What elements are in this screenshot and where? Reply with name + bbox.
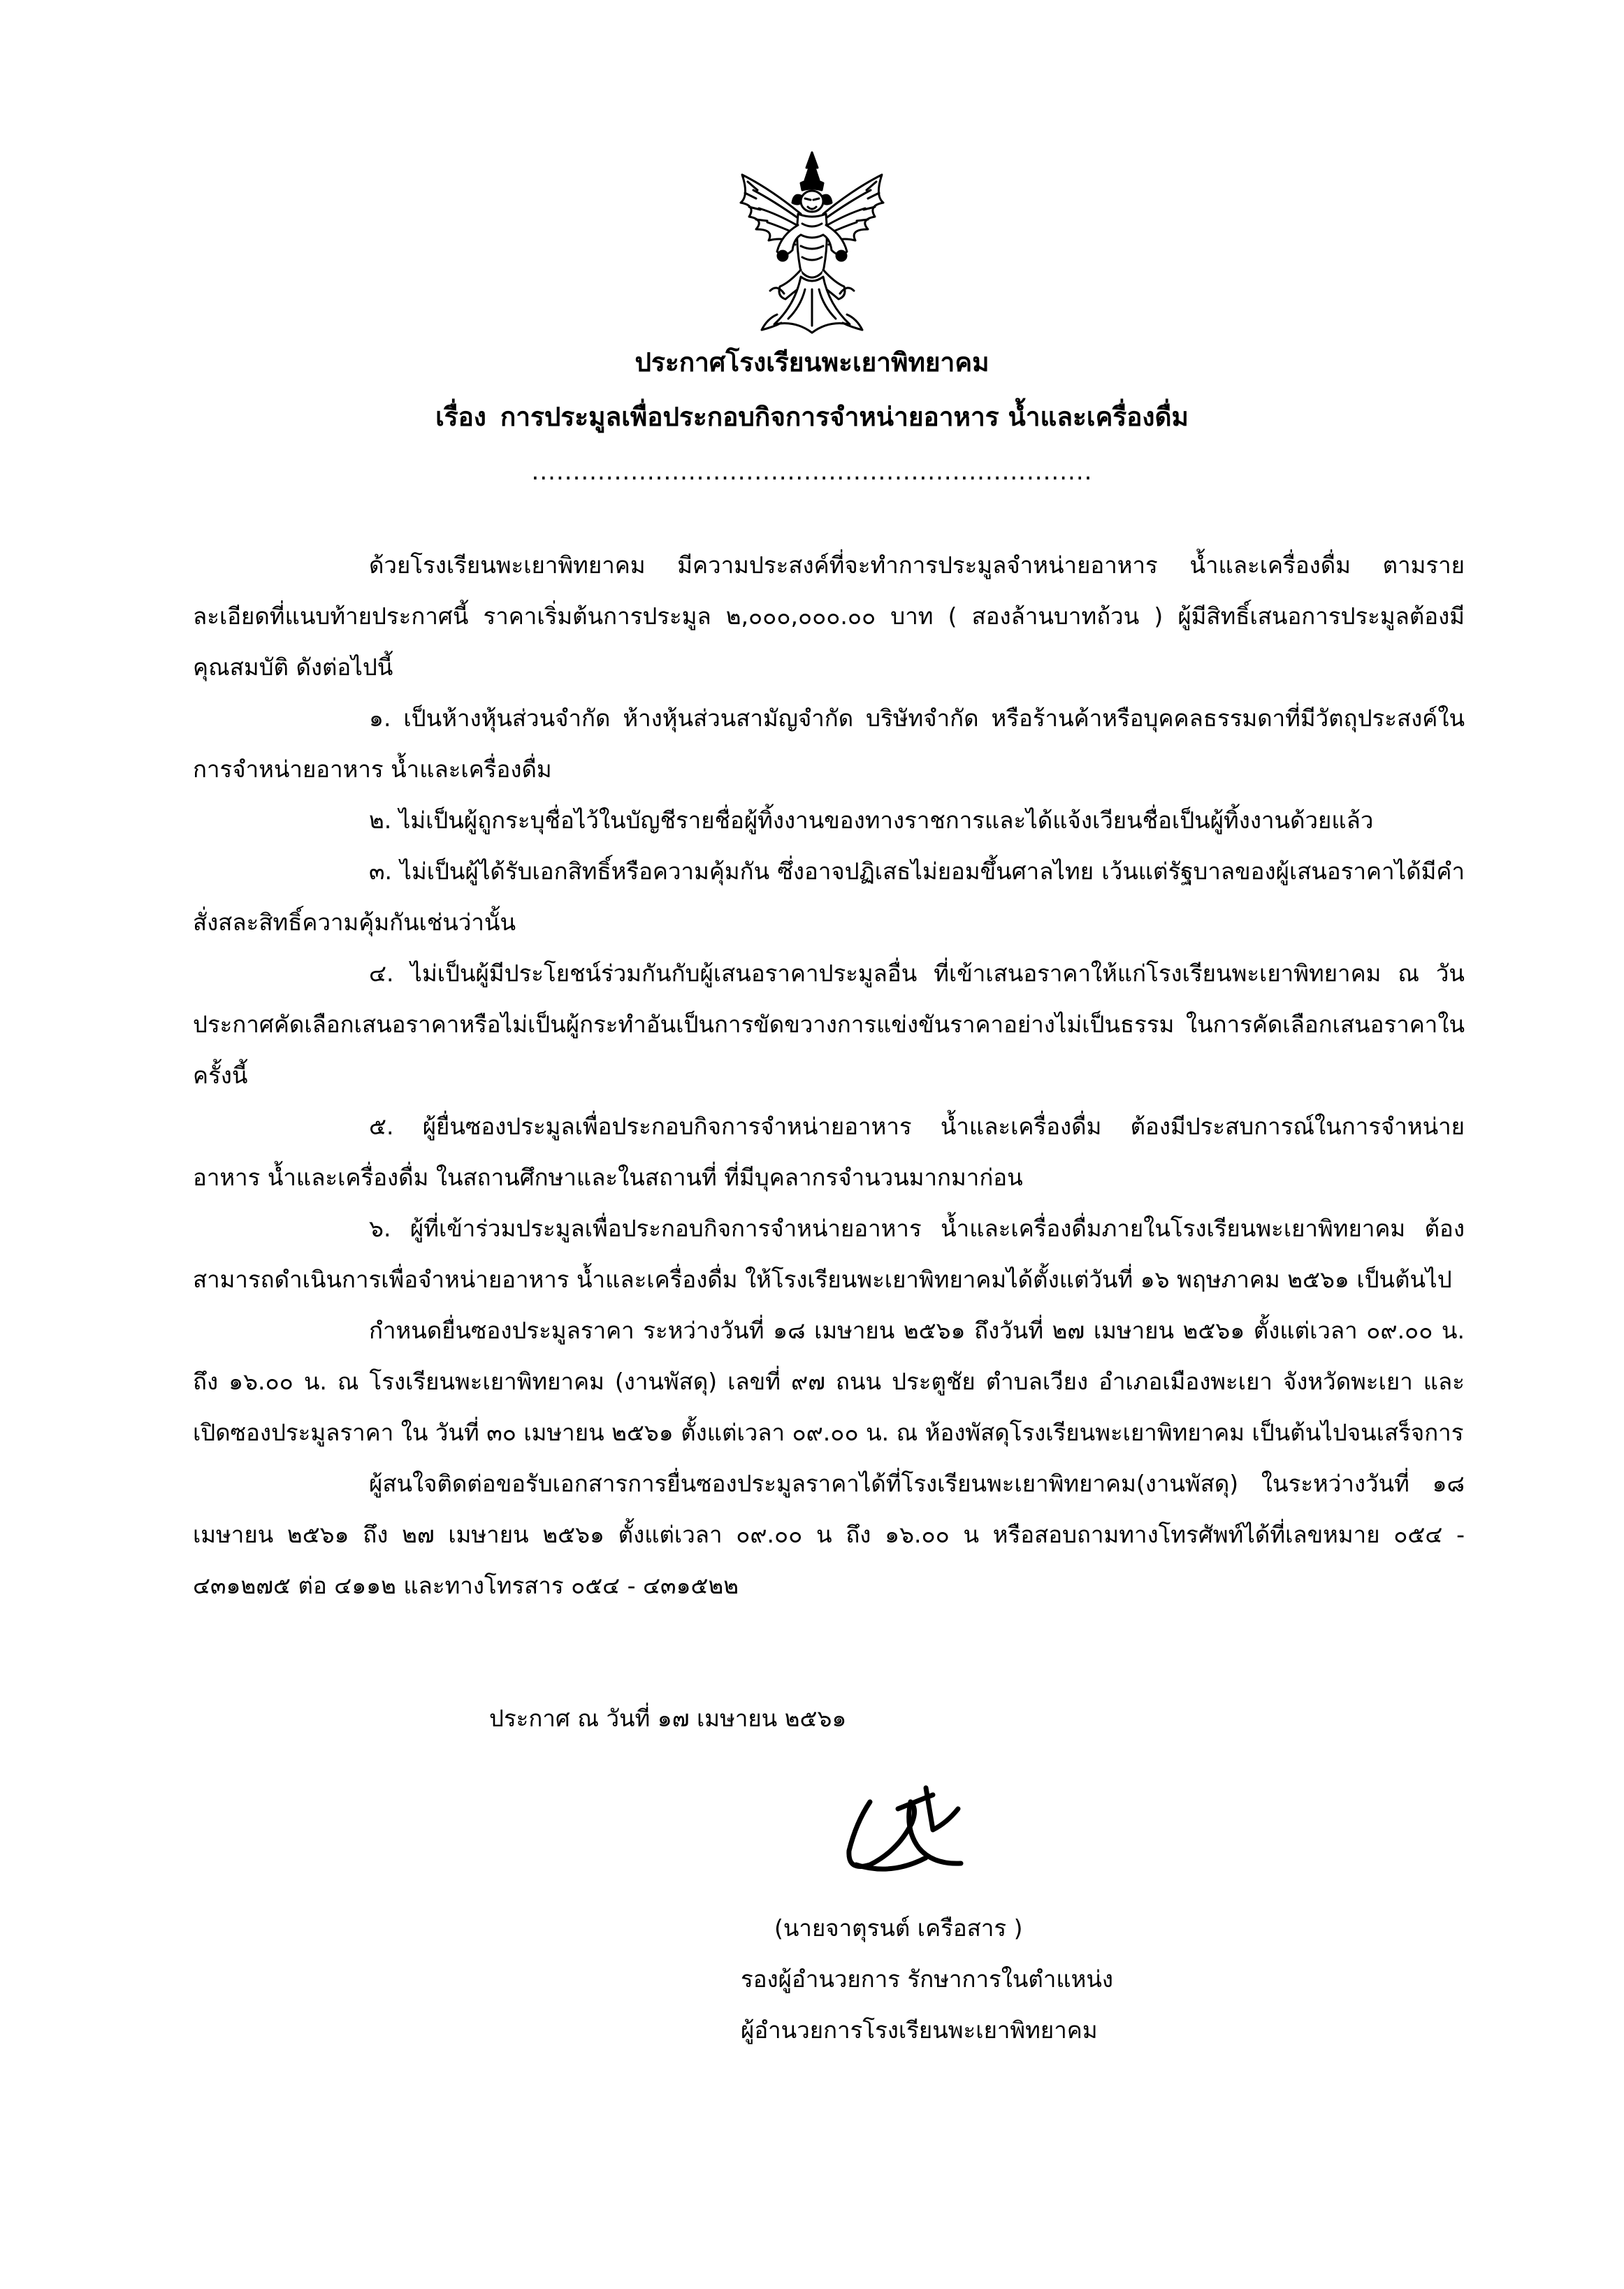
contact-paragraph: ผู้สนใจติดต่อขอรับเอกสารการยื่นซองประมูลราคาได้ที่โรงเรียนพะเยาพิทยาคม(งานพัสดุ) ในระหว่างวันที่ ๑๘ เมษายน ๒๕๖๑ ถึง ๒๗ เมษายน ๒๕๖๑ ตั้งแต่เวลา ๐๙.๐๐ น ถึง ๑๖.๐๐ น หรือสอบถามทางโทรศัพท์ได้ที่เลขหมาย ๐๕๔ - ๔๓๑๒๗๕ ต่อ ๔๑๑๒ และทางโทรสาร ๐๕๔ - ๔๓๑๕๒๒ bbox=[193, 1470, 1465, 1599]
signature-block bbox=[741, 1902, 1118, 2056]
subject-text: การประมูลเพื่อประกอบกิจการจำหน่ายอาหาร น้ำและเครื่องดื่ม bbox=[500, 402, 1189, 432]
announcement-title: ประกาศโรงเรียนพะเยาพิทยาคม bbox=[635, 347, 989, 377]
intro-paragraph: ด้วยโรงเรียนพะเยาพิทยาคม มีความประสงค์ที่จะทำการประมูลจำหน่ายอาหาร น้ำและเครื่องดื่ม ตามรายละเอียดที่แนบท้ายประกาศนี้ ราคาเริ่มต้นการประมูล ๒,๐๐๐,๐๐๐.๐๐ บาท ( สองล้านบาทถ้วน ) ผู้มีสิทธิ์เสนอการประมูลต้องมีคุณสมบัติ ดังต่อไปนี้ bbox=[193, 551, 1465, 681]
qualification-item-2: ๒. ไม่เป็นผู้ถูกระบุชื่อไว้ในบัญชีรายชื่อผู้ทิ้งงานของทางราชการและได้แจ้งเวียนชื่อเป็นผู้ทิ้งงานด้วยแล้ว bbox=[369, 807, 1374, 834]
signer-position-director: ผู้อำนวยการโรงเรียนพะเยาพิทยาคม bbox=[741, 2016, 1098, 2044]
title-separator: .................................................................... bbox=[531, 458, 1093, 486]
announcement-date: ประกาศ ณ วันที่ ๑๗ เมษายน ๒๕๖๑ bbox=[489, 1705, 847, 1732]
schedule-paragraph: กำหนดยื่นซองประมูลราคา ระหว่างวันที่ ๑๘ เมษายน ๒๕๖๑ ถึงวันที่ ๒๗ เมษายน ๒๕๖๑ ตั้งแต่เวลา ๐๙.๐๐ น. ถึง ๑๖.๐๐ น. ณ โรงเรียนพะเยาพิทยาคม (งานพัสดุ) เลขที่ ๙๗ ถนน ประตูชัย ตำบลเวียง อำเภอเมืองพะเยา จังหวัดพะเยา และ เปิดซองประมูลราคา ใน วันที่ ๓๐ เมษายน ๒๕๖๑ ตั้งแต่เวลา ๐๙.๐๐ น. ณ ห้องพัสดุโรงเรียนพะเยาพิทยาคม เป็นต้นไปจนเสร็จการ bbox=[193, 1317, 1465, 1446]
announcement-body bbox=[193, 540, 1465, 1611]
signer-name: (นายจาตุรนต์ เครือสาร ) bbox=[774, 1914, 1023, 1942]
handwritten-signature bbox=[828, 1781, 1003, 1886]
qualification-item-3: ๓. ไม่เป็นผู้ได้รับเอกสิทธิ์หรือความคุ้มกัน ซึ่งอาจปฏิเสธไม่ยอมขึ้นศาลไทย เว้นแต่รัฐบาลของผู้เสนอราคาได้มีคำสั่งสละสิทธิ์ความคุ้มกันเช่นว่านั้น bbox=[193, 858, 1465, 936]
qualification-item-1: ๑. เป็นห้างหุ้นส่วนจำกัด ห้างหุ้นส่วนสามัญจำกัด บริษัทจำกัด หรือร้านค้าหรือบุคคลธรรมดาที่มีวัตถุประสงค์ในการจำหน่ายอาหาร น้ำและเครื่องดื่ม bbox=[193, 705, 1465, 783]
signer-position-acting: รองผู้อำนวยการ รักษาการในตำแหน่ง bbox=[741, 1965, 1114, 1993]
garuda-emblem-icon bbox=[728, 147, 896, 337]
subject-label: เรื่อง bbox=[435, 402, 486, 432]
qualification-item-6: ๖. ผู้ที่เข้าร่วมประมูลเพื่อประกอบกิจการจำหน่ายอาหาร น้ำและเครื่องดื่มภายในโรงเรียนพะเยาพิทยาคม ต้องสามารถดำเนินการเพื่อจำหน่ายอาหาร น้ำและเครื่องดื่ม ให้โรงเรียนพะเยาพิทยาคมได้ตั้งแต่วันที่ ๑๖ พฤษภาคม ๒๕๖๑ เป็นต้นไป bbox=[193, 1215, 1465, 1293]
announcement-subject bbox=[0, 404, 1624, 430]
qualification-item-4: ๔. ไม่เป็นผู้มีประโยชน์ร่วมกันกับผู้เสนอราคาประมูลอื่น ที่เข้าเสนอราคาให้แก่โรงเรียนพะเยาพิทยาคม ณ วันประกาศคัดเลือกเสนอราคาหรือไม่เป็นผู้กระทำอันเป็นการขัดขวางการแข่งขันราคาอย่างไม่เป็นธรรม ในการคัดเลือกเสนอราคาในครั้งนี้ bbox=[193, 960, 1465, 1089]
qualification-item-5: ๕. ผู้ยื่นซองประมูลเพื่อประกอบกิจการจำหน่ายอาหาร น้ำและเครื่องดื่ม ต้องมีประสบการณ์ในการจำหน่ายอาหาร น้ำและเครื่องดื่ม ในสถานศึกษาและในสถานที่ ที่มีบุคลากรจำนวนมากมาก่อน bbox=[193, 1113, 1465, 1191]
